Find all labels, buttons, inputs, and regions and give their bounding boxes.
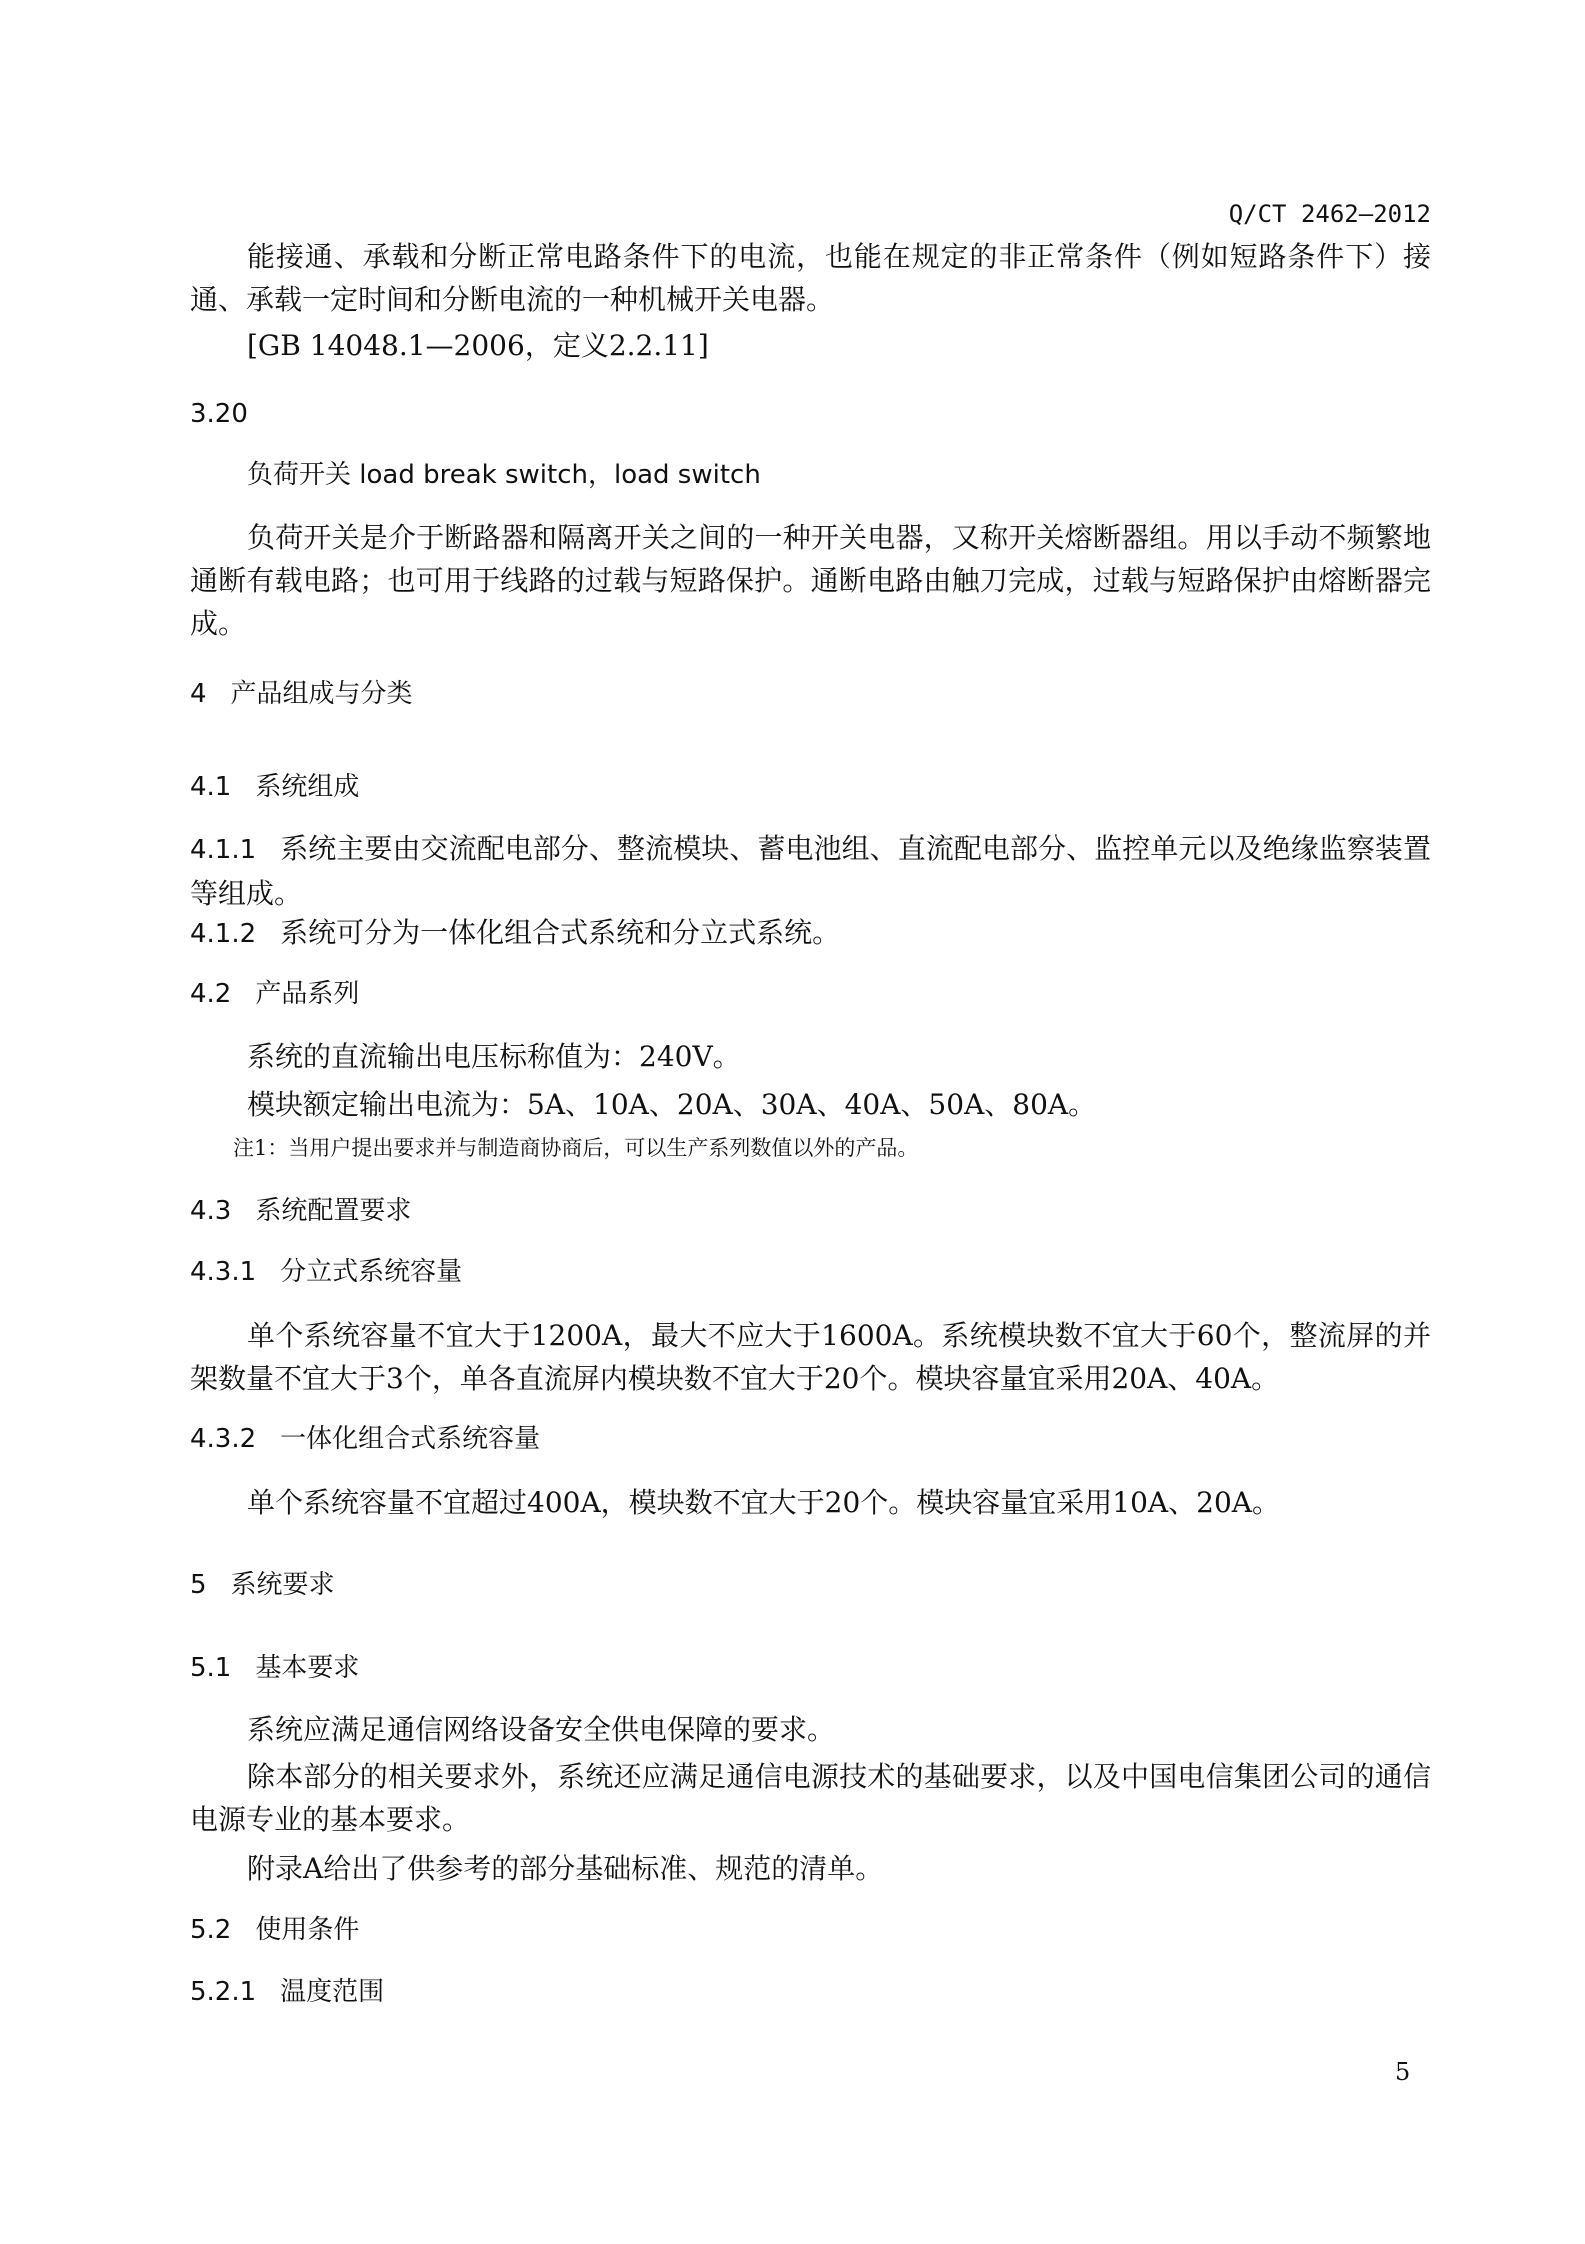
section-heading (190, 1647, 1431, 1690)
section-heading (190, 973, 1431, 1016)
numbered-clause (190, 827, 1431, 915)
section-heading (190, 1190, 1431, 1233)
page-number: 5 (1395, 2058, 1411, 2086)
section-number: 3.20 (190, 399, 248, 429)
clause-text: 系统主要由交流配电部分、整流模块、蓄电池组、直流配电部分、监控单元以及绝缘监察装置等组成。 (190, 832, 1431, 910)
section-number: 5.2 (190, 1915, 232, 1945)
section-number: 4.1 (190, 772, 232, 802)
section-heading (190, 393, 1431, 436)
section-number: 4.3 (190, 1196, 232, 1226)
paragraph: [GB 14048.1—2006，定义2.2.11] (247, 329, 709, 362)
paragraph: 能接通、承载和分断正常电路条件下的电流，也能在规定的非正常条件（例如短路条件下）接通、承载一定时间和分断电流的一种机械开关电器。 (190, 240, 1431, 316)
section-heading (190, 1418, 1431, 1461)
section-title: 分立式系统容量 (280, 1257, 463, 1287)
section-number: 4.3.1 (190, 1257, 257, 1287)
clause-number: 4.1.2 (190, 919, 257, 949)
section-title: 一体化组合式系统容量 (280, 1424, 541, 1454)
paragraph: 单个系统容量不宜超过400A，模块数不宜大于20个。模块容量宜采用10A、20A。 (247, 1486, 1280, 1519)
section-title: 产品组成与分类 (230, 679, 413, 709)
paragraph: 负荷开关是介于断路器和隔离开关之间的一种开关电器，又称开关熔断器组。用以手动不频繁地通断有载电路；也可用于线路的过载与短路保护。通断电路由触刀完成，过载与短路保护由熔断器完成。 (190, 521, 1431, 640)
section-number: 5.1 (190, 1653, 232, 1683)
section-number: 4.2 (190, 979, 232, 1009)
section-heading (190, 1251, 1431, 1294)
paragraph: 系统的直流输出电压标称值为：240V。 (247, 1040, 741, 1073)
paragraph: 除本部分的相关要求外，系统还应满足通信电源技术的基础要求，以及中国电信集团公司的通信电源专业的基本要求。 (190, 1760, 1431, 1836)
section-heading (190, 1971, 1431, 2014)
clause-text: 系统可分为一体化组合式系统和分立式系统。 (280, 916, 841, 949)
section-number: 5 (190, 1570, 207, 1600)
section-title: 使用条件 (255, 1915, 360, 1945)
clause-number: 4.1.1 (190, 835, 257, 865)
section-heading (190, 766, 1431, 809)
section-title: 温度范围 (280, 1977, 385, 2007)
section-title: 产品系列 (255, 979, 360, 1009)
paragraph: 模块额定输出电流为：5A、10A、20A、30A、40A、50A、80A。 (247, 1088, 1097, 1121)
section-heading (190, 1564, 1431, 1607)
paragraph: 附录A给出了供参考的部分基础标准、规范的清单。 (247, 1852, 884, 1885)
note: 注1：当用户提出要求并与制造商协商后，可以生产系列数值以外的产品。 (233, 1136, 919, 1160)
section-number: 4 (190, 679, 207, 709)
section-heading (190, 1909, 1431, 1952)
paragraph: 单个系统容量不宜大于1200A，最大不应大于1600A。系统模块数不宜大于60个，整流屏的并架数量不宜大于3个，单各直流屏内模块数不宜大于20个。模块容量宜采用20A、40A。 (190, 1319, 1431, 1395)
section-title: 系统要求 (230, 1570, 335, 1600)
paragraph: 系统应满足通信网络设备安全供电保障的要求。 (247, 1713, 836, 1746)
numbered-clause (190, 911, 1431, 956)
section-title: 系统配置要求 (255, 1196, 412, 1226)
section-number: 4.3.2 (190, 1424, 257, 1454)
standard-number-header: Q/CT 2462—2012 (1228, 200, 1431, 228)
section-heading (190, 673, 1431, 716)
term-definition-title: 负荷开关 load break switch，load switch (247, 460, 761, 490)
section-number: 5.2.1 (190, 1977, 257, 2007)
section-title: 基本要求 (255, 1653, 360, 1683)
section-title: 系统组成 (255, 772, 360, 802)
